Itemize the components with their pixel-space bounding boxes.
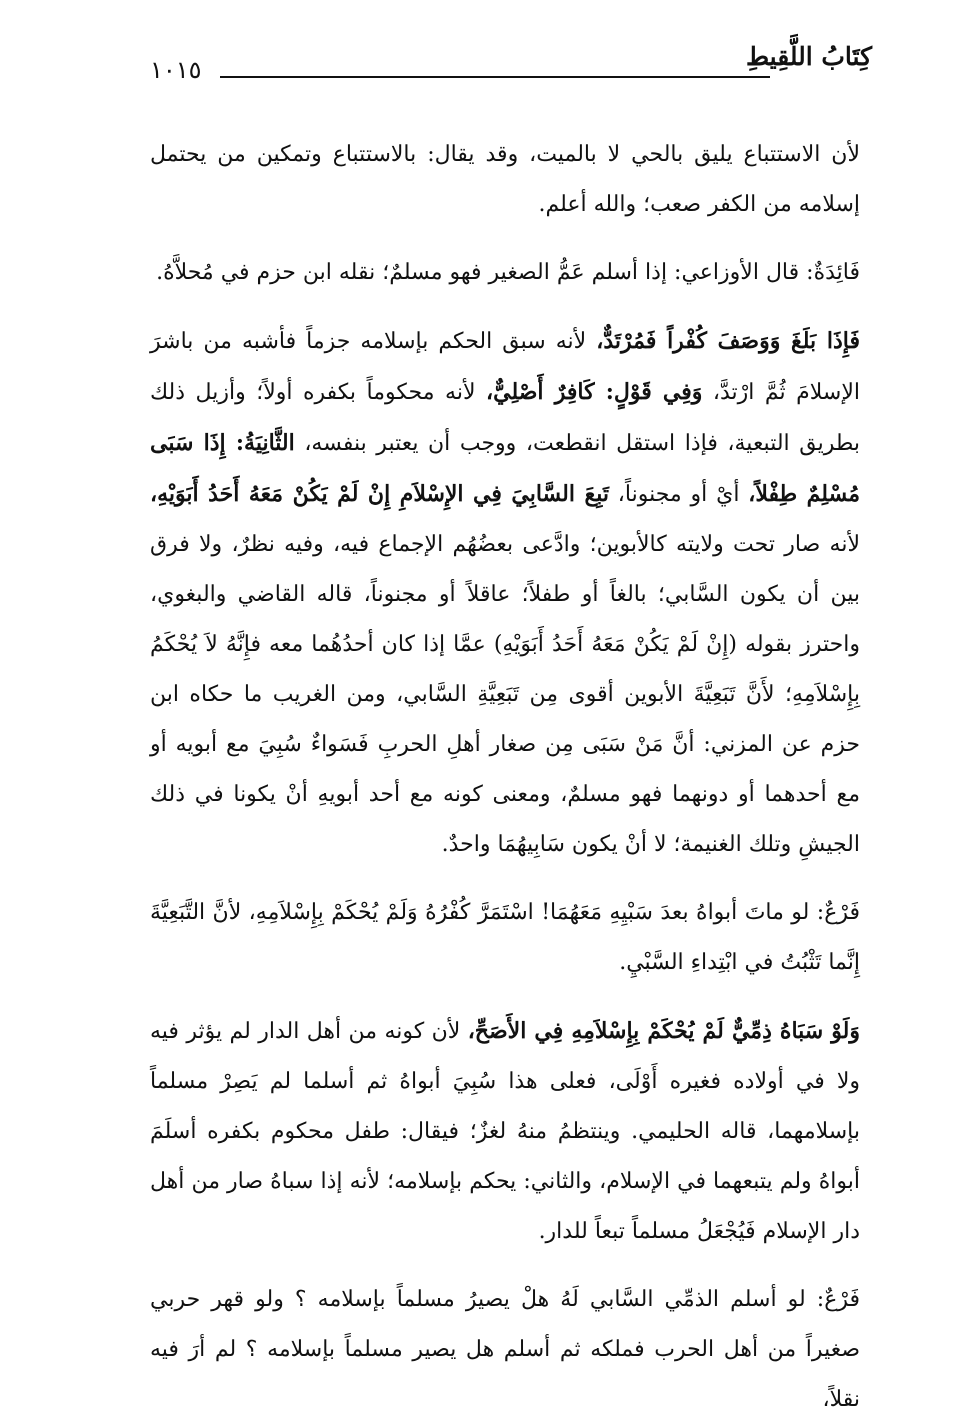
commentary-text: لأن كونه من أهل الدار لم يؤثر فيه ولا في أولاده فغيره أَوْلَى، فعلى هذا سُبِيَ أبواهُ ثم أسلما لم يَصِرْ مسلماً بإسلامهما، قاله الحليمي. وينتظمُ منهُ لغزٌ؛ فيقال: طفل محكوم بكفره أسلَمَ أبواهُ ولم يتبعهما في الإسلام، والثاني: يحكم بإسلامه؛ لأنه إذا سباهُ صار من أهل دار الإسلام فَيُجْعَلُ مسلماً تبعاً للدار. (150, 1019, 860, 1244)
commentary-text: فَرْعٌ: (816, 900, 860, 925)
commentary-text: فَائِدَةٌ: (806, 260, 860, 285)
page-header (150, 40, 872, 100)
commentary-text: لأنه محكوماً بكفره أولاً؛ وأزيل ذلك بطريق التبعية، فإذا استقل انقطعت، ووجب أن يعتبر بنفسه، (150, 380, 860, 456)
commentary-text: لأنه سبق الحكم بإسلامه جزماً فأشبه من باشرَ الإسلامَ ثُمَّ ارْتدَّ، (150, 329, 860, 405)
header-rule (220, 76, 770, 78)
paragraph-p2 (150, 248, 860, 298)
chapter-title: كِتَابُ اللَّقِيطِ (745, 42, 872, 71)
matn-text: وَلَوْ سَبَاهُ ذِمِّيٌّ لَمْ يُحْكَمْ بِإِسْلاَمِهِ فِي الأَصَحِّ، (467, 1018, 860, 1044)
matn-text: وَفِي قَوْلٍ: كَافِرٌ أَصْلِيٌّ، (486, 379, 703, 405)
paragraph-p1 (150, 130, 860, 230)
paragraph-p4 (150, 888, 860, 988)
body-text (150, 130, 860, 1425)
commentary-text: لو ماتَ أبواهُ بعدَ سَبْيِهِ مَعَهُمَا! اسْتَمَرَّ كُفْرُهُ وَلَمْ يُحْكَمْ بِإِسْلاَمِهِ، لأنَّ التَّبَعِيَّةَ إِنَّما تَثْبُتُ في ابْتِداءِ السَّبْيِ. (150, 900, 860, 975)
commentary-text: قال الأوزاعي: إذا أسلم عَمُّ الصغير فهو مسلمٌ؛ نقله ابن حزم في مُحلاَّهُ. (156, 260, 807, 285)
commentary-text: لأنه صار تحت ولايته كالأبوين؛ وادَّعى بعضُهُم الإجماع فيه، وفيه نظرٌ، ولا فرق بين أن يكون السَّابي؛ بالغاً أو طفلاً؛ عاقلاً أو مجنوناً، قاله القاضي والبغوي، واحترز بقوله (إِنْ لَمْ يَكُنْ مَعَهُ أَحَدُ أَبَوَيْهِ) عمَّا إذا كان أحدُهُما معه فإِنَّهُ لاَ يُحْكَمُ بِإِسْلاَمِهِ؛ لأَنَّ تَبَعِيَّةَ الأبوين أقوى مِن تَبَعِيَّةِ السَّابي، ومن الغريب ما حكاه ابن حزم عن المزني: أنَّ مَنْ سَبَى مِن صغار أهلِ الحربِ فَسَواءٌ سُبِيَ مع أبويه أو مع أحدهما أو دونهما فهو مسلمٌ، ومعنى كونه مع أحد أبويهِ أنْ يكونا في ذلك الجيشِ وتلك الغنيمة؛ لا أنْ يكون سَابِيهُمَا واحدٌ. (150, 532, 860, 857)
matn-text: فَإِذَا بَلَغَ وَوَصَفَ كُفْراً فَمُرْتَدٌّ، (596, 328, 860, 354)
commentary-text: فَرْعٌ: (816, 1287, 860, 1312)
commentary-text: لو أسلم الذمِّي السَّابي لَهُ هلْ يصيرُ مسلماً بإسلامه ؟ ولو قهر حربي صغيراً من أهل الحرب فملكه ثم أسلم هل يصير مسلماً بإسلامه ؟ لم أرَ فيه نقلاً، (150, 1287, 860, 1412)
page-number: ١٠١٥ (150, 56, 202, 84)
matn-text: تَبِعَ السَّابِيَ فِي الإِسْلاَمِ إِنْ لَمْ يَكُنْ مَعَهُ أَحَدُ أَبَوَيْهِ، (150, 481, 609, 507)
matn-text: الثَّانِيَةُ: إِذَا سَبَى مُسْلِمٌ طِفْلاً، (150, 430, 860, 507)
commentary-text: أيْ أو مجنوناً، (608, 482, 749, 507)
paragraph-p6 (150, 1275, 860, 1425)
paragraph-p5 (150, 1006, 860, 1257)
commentary-text: لأن الاستتباع يليق بالحي لا بالميت، وقد يقال: بالاستتباع وتمكين من يحتمل إسلامه من الكفر صعب؛ والله أعلم. (150, 142, 860, 217)
paragraph-p3 (150, 316, 860, 870)
